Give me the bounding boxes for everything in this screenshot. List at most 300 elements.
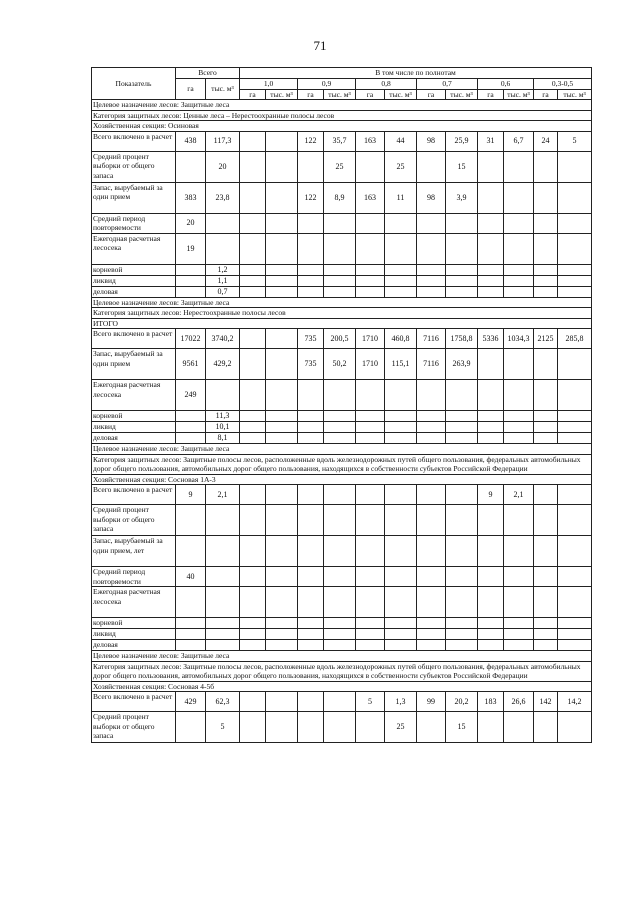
table-cell: 8,1 bbox=[206, 433, 240, 444]
table-row bbox=[92, 505, 592, 536]
table-cell bbox=[324, 692, 356, 712]
table-cell bbox=[504, 349, 534, 380]
table-cell bbox=[240, 536, 266, 567]
table-cell: 163 bbox=[356, 182, 385, 213]
row-label: деловая bbox=[92, 286, 176, 297]
row-label: Запас, вырубаемый за один прием bbox=[92, 349, 176, 380]
table-cell bbox=[298, 275, 324, 286]
section-row bbox=[92, 651, 592, 662]
table-cell: 438 bbox=[176, 131, 206, 151]
table-cell bbox=[240, 505, 266, 536]
table-cell bbox=[240, 349, 266, 380]
table-cell bbox=[356, 411, 385, 422]
table-cell bbox=[478, 275, 504, 286]
table-cell bbox=[558, 213, 592, 233]
table-cell bbox=[240, 131, 266, 151]
table-cell: 2125 bbox=[534, 329, 558, 349]
table-cell bbox=[240, 485, 266, 505]
table-cell bbox=[534, 151, 558, 182]
table-cell: 735 bbox=[298, 329, 324, 349]
table-cell bbox=[324, 233, 356, 264]
table-cell bbox=[176, 536, 206, 567]
table-cell bbox=[266, 712, 298, 743]
table-cell bbox=[446, 505, 478, 536]
table-cell: 249 bbox=[176, 380, 206, 411]
table-row bbox=[92, 329, 592, 349]
table-cell bbox=[356, 264, 385, 275]
section-row bbox=[92, 100, 592, 111]
section-heading: Целевое назначение лесов: Защитные леса bbox=[92, 651, 592, 662]
table-cell bbox=[356, 275, 385, 286]
table-cell bbox=[478, 536, 504, 567]
table-cell bbox=[385, 286, 417, 297]
table-cell bbox=[266, 485, 298, 505]
table-cell bbox=[478, 629, 504, 640]
table-cell bbox=[324, 536, 356, 567]
table-cell bbox=[266, 411, 298, 422]
table-cell bbox=[206, 567, 240, 587]
table-cell bbox=[356, 213, 385, 233]
table-cell bbox=[356, 286, 385, 297]
table-cell bbox=[298, 692, 324, 712]
table-cell bbox=[176, 151, 206, 182]
table-cell bbox=[206, 587, 240, 618]
table-cell: 40 bbox=[176, 567, 206, 587]
table-row bbox=[92, 131, 592, 151]
row-label: Всего включено в расчет bbox=[92, 131, 176, 151]
table-cell bbox=[266, 433, 298, 444]
table-cell: 3,9 bbox=[446, 182, 478, 213]
table-row bbox=[92, 286, 592, 297]
table-cell: 11 bbox=[385, 182, 417, 213]
table-cell: 25 bbox=[324, 151, 356, 182]
table-cell bbox=[324, 712, 356, 743]
table-cell bbox=[558, 618, 592, 629]
table-cell: 460,8 bbox=[385, 329, 417, 349]
table-cell: 15 bbox=[446, 151, 478, 182]
table-cell bbox=[176, 640, 206, 651]
table-cell bbox=[240, 567, 266, 587]
row-label: Ежегодная расчетная лесосека bbox=[92, 587, 176, 618]
table-cell bbox=[558, 151, 592, 182]
table-cell: 429 bbox=[176, 692, 206, 712]
row-label: корневой bbox=[92, 411, 176, 422]
table-cell bbox=[478, 640, 504, 651]
table-cell bbox=[206, 233, 240, 264]
table-cell bbox=[176, 264, 206, 275]
table-cell bbox=[385, 264, 417, 275]
table-cell bbox=[478, 618, 504, 629]
table-cell bbox=[534, 233, 558, 264]
table-cell: 50,2 bbox=[324, 349, 356, 380]
table-row bbox=[92, 536, 592, 567]
table-cell bbox=[298, 587, 324, 618]
table-cell: 24 bbox=[534, 131, 558, 151]
header-indicator: Показатель bbox=[92, 68, 176, 100]
table-cell bbox=[266, 213, 298, 233]
row-label: ликвид bbox=[92, 422, 176, 433]
table-cell: 17022 bbox=[176, 329, 206, 349]
table-cell bbox=[478, 182, 504, 213]
table-cell bbox=[417, 567, 446, 587]
table-cell bbox=[417, 286, 446, 297]
section-heading: ИТОГО bbox=[92, 318, 592, 329]
table-cell bbox=[504, 567, 534, 587]
table-cell bbox=[558, 422, 592, 433]
header-by-density: В том числе по полнотам bbox=[240, 68, 592, 79]
table-cell bbox=[504, 505, 534, 536]
table-cell bbox=[417, 536, 446, 567]
table-row bbox=[92, 349, 592, 380]
header-density-ha: га bbox=[356, 89, 385, 100]
table-cell: 20,2 bbox=[446, 692, 478, 712]
table-cell bbox=[176, 629, 206, 640]
section-heading: Категория защитных лесов: Защитные полосы лесов, расположенные вдоль железнодорожных путей общего пользования, федеральных автомобильных дорог общего пользования, автомобильных дорог общего пользования, находящихся в собственности субъектов Российской Федерации bbox=[92, 661, 592, 681]
table-cell bbox=[385, 433, 417, 444]
table-cell bbox=[417, 380, 446, 411]
table-cell bbox=[446, 567, 478, 587]
table-cell bbox=[176, 587, 206, 618]
table-cell bbox=[534, 433, 558, 444]
section-row bbox=[92, 297, 592, 308]
section-row bbox=[92, 474, 592, 485]
table-cell: 44 bbox=[385, 131, 417, 151]
table-cell bbox=[385, 411, 417, 422]
table-cell bbox=[266, 182, 298, 213]
header-density-volume: тыс. м³ bbox=[558, 89, 592, 100]
table-cell bbox=[446, 485, 478, 505]
table-cell: 9 bbox=[176, 485, 206, 505]
table-cell bbox=[298, 286, 324, 297]
table-cell bbox=[534, 536, 558, 567]
table-cell bbox=[266, 275, 298, 286]
row-label: деловая bbox=[92, 433, 176, 444]
table-cell: 98 bbox=[417, 131, 446, 151]
table-cell bbox=[446, 618, 478, 629]
table-cell bbox=[176, 422, 206, 433]
table-cell bbox=[558, 629, 592, 640]
table-cell bbox=[417, 275, 446, 286]
table-cell bbox=[206, 640, 240, 651]
row-label: Средний процент выборки от общего запаса bbox=[92, 505, 176, 536]
table-cell bbox=[446, 629, 478, 640]
table-cell bbox=[478, 505, 504, 536]
table-row bbox=[92, 411, 592, 422]
table-cell bbox=[504, 286, 534, 297]
table-row bbox=[92, 264, 592, 275]
table-cell bbox=[504, 433, 534, 444]
table-cell: 263,9 bbox=[446, 349, 478, 380]
table-cell: 23,8 bbox=[206, 182, 240, 213]
table-cell: 14,2 bbox=[558, 692, 592, 712]
table-cell bbox=[385, 275, 417, 286]
calculation-table-container bbox=[91, 67, 591, 743]
table-cell bbox=[558, 640, 592, 651]
header-total-volume: тыс. м³ bbox=[206, 79, 240, 100]
table-cell bbox=[356, 151, 385, 182]
page-number: 71 bbox=[313, 38, 327, 53]
cutting-area-table bbox=[91, 67, 592, 743]
table-cell bbox=[504, 275, 534, 286]
table-cell bbox=[446, 640, 478, 651]
table-cell bbox=[417, 618, 446, 629]
table-cell: 20 bbox=[206, 151, 240, 182]
table-cell bbox=[558, 264, 592, 275]
table-cell bbox=[356, 505, 385, 536]
table-cell bbox=[417, 213, 446, 233]
table-cell: 26,6 bbox=[504, 692, 534, 712]
row-label: Средний период повторяемости bbox=[92, 213, 176, 233]
table-cell bbox=[298, 536, 324, 567]
table-cell: 20 bbox=[176, 213, 206, 233]
header-density-ha: га bbox=[298, 89, 324, 100]
table-cell: 3740,2 bbox=[206, 329, 240, 349]
table-cell: 25 bbox=[385, 712, 417, 743]
row-label: Всего включено в расчет bbox=[92, 329, 176, 349]
section-heading: Хозяйственная секция: Осиновая bbox=[92, 121, 592, 132]
header-density-ha: га bbox=[534, 89, 558, 100]
table-cell bbox=[534, 587, 558, 618]
table-cell bbox=[240, 692, 266, 712]
section-row bbox=[92, 681, 592, 692]
table-cell: 7116 bbox=[417, 349, 446, 380]
table-cell bbox=[534, 422, 558, 433]
table-cell bbox=[504, 587, 534, 618]
table-cell bbox=[324, 411, 356, 422]
table-cell bbox=[534, 182, 558, 213]
table-cell bbox=[266, 422, 298, 433]
section-row bbox=[92, 444, 592, 455]
table-row bbox=[92, 233, 592, 264]
table-row bbox=[92, 618, 592, 629]
section-heading: Целевое назначение лесов: Защитные леса bbox=[92, 297, 592, 308]
table-row bbox=[92, 433, 592, 444]
table-cell bbox=[417, 233, 446, 264]
table-cell: 25 bbox=[385, 151, 417, 182]
table-cell bbox=[266, 380, 298, 411]
table-cell: 10,1 bbox=[206, 422, 240, 433]
table-cell bbox=[478, 422, 504, 433]
table-cell bbox=[504, 182, 534, 213]
table-cell bbox=[385, 536, 417, 567]
table-cell bbox=[298, 618, 324, 629]
table-cell bbox=[240, 422, 266, 433]
table-cell bbox=[240, 411, 266, 422]
section-heading: Хозяйственная секция: Сосновая 4-5б bbox=[92, 681, 592, 692]
table-cell bbox=[558, 275, 592, 286]
table-cell bbox=[446, 233, 478, 264]
table-cell bbox=[240, 587, 266, 618]
table-row bbox=[92, 380, 592, 411]
table-cell bbox=[266, 286, 298, 297]
table-cell bbox=[558, 712, 592, 743]
table-cell bbox=[504, 629, 534, 640]
table-cell bbox=[385, 422, 417, 433]
table-row bbox=[92, 485, 592, 505]
table-cell bbox=[324, 380, 356, 411]
section-heading: Категория защитных лесов: Защитные полосы лесов, расположенные вдоль железнодорожных путей общего пользования, федеральных автомобильных дорог общего пользования, автомобильных дорог общего пользования, находящихся в собственности субъектов Российской Федерации bbox=[92, 454, 592, 474]
table-cell bbox=[240, 275, 266, 286]
table-cell bbox=[417, 485, 446, 505]
table-cell: 5 bbox=[356, 692, 385, 712]
table-cell bbox=[504, 712, 534, 743]
table-cell bbox=[240, 286, 266, 297]
table-cell bbox=[240, 640, 266, 651]
section-row bbox=[92, 308, 592, 319]
header-density-volume: тыс. м³ bbox=[266, 89, 298, 100]
table-cell: 183 bbox=[478, 692, 504, 712]
row-label: деловая bbox=[92, 640, 176, 651]
table-row bbox=[92, 151, 592, 182]
table-cell bbox=[504, 264, 534, 275]
table-cell bbox=[446, 587, 478, 618]
table-cell bbox=[446, 422, 478, 433]
table-cell bbox=[558, 182, 592, 213]
table-cell bbox=[534, 286, 558, 297]
table-cell bbox=[356, 618, 385, 629]
table-cell bbox=[266, 692, 298, 712]
table-cell bbox=[478, 213, 504, 233]
table-cell bbox=[385, 505, 417, 536]
table-cell bbox=[298, 264, 324, 275]
table-cell bbox=[534, 264, 558, 275]
table-cell: 15 bbox=[446, 712, 478, 743]
table-cell bbox=[266, 151, 298, 182]
table-cell bbox=[176, 275, 206, 286]
table-row bbox=[92, 629, 592, 640]
table-cell: 98 bbox=[417, 182, 446, 213]
table-cell bbox=[324, 433, 356, 444]
table-cell bbox=[176, 411, 206, 422]
table-cell: 1758,8 bbox=[446, 329, 478, 349]
table-cell bbox=[558, 349, 592, 380]
table-cell bbox=[240, 629, 266, 640]
table-cell bbox=[298, 380, 324, 411]
table-cell: 5336 bbox=[478, 329, 504, 349]
table-cell bbox=[324, 587, 356, 618]
table-cell bbox=[446, 286, 478, 297]
table-cell bbox=[240, 712, 266, 743]
table-cell: 99 bbox=[417, 692, 446, 712]
row-label: корневой bbox=[92, 264, 176, 275]
row-label: Ежегодная расчетная лесосека bbox=[92, 233, 176, 264]
table-cell bbox=[478, 411, 504, 422]
table-cell bbox=[266, 131, 298, 151]
table-cell bbox=[558, 505, 592, 536]
table-cell bbox=[478, 151, 504, 182]
table-cell bbox=[356, 567, 385, 587]
table-cell bbox=[356, 629, 385, 640]
table-cell bbox=[385, 485, 417, 505]
table-cell bbox=[356, 233, 385, 264]
table-cell bbox=[356, 422, 385, 433]
header-density-ha: га bbox=[240, 89, 266, 100]
table-cell bbox=[385, 233, 417, 264]
table-cell: 1,3 bbox=[385, 692, 417, 712]
table-cell bbox=[534, 380, 558, 411]
table-row bbox=[92, 275, 592, 286]
table-cell bbox=[385, 640, 417, 651]
table-cell bbox=[504, 151, 534, 182]
table-cell bbox=[478, 587, 504, 618]
table-cell bbox=[504, 640, 534, 651]
header-density-ha: га bbox=[417, 89, 446, 100]
table-cell bbox=[206, 505, 240, 536]
table-cell bbox=[558, 587, 592, 618]
table-cell bbox=[558, 536, 592, 567]
table-cell bbox=[324, 264, 356, 275]
table-cell bbox=[266, 329, 298, 349]
table-cell bbox=[558, 485, 592, 505]
section-row bbox=[92, 121, 592, 132]
header-density-3: 0,7 bbox=[417, 79, 478, 90]
row-label: Средний период повторяемости bbox=[92, 567, 176, 587]
section-heading: Хозяйственная секция: Сосновая 1А-3 bbox=[92, 474, 592, 485]
table-cell bbox=[176, 433, 206, 444]
table-cell: 429,2 bbox=[206, 349, 240, 380]
table-cell: 11,3 bbox=[206, 411, 240, 422]
table-cell bbox=[356, 587, 385, 618]
table-cell bbox=[266, 629, 298, 640]
table-cell bbox=[417, 411, 446, 422]
table-cell bbox=[298, 151, 324, 182]
table-cell: 1034,3 bbox=[504, 329, 534, 349]
table-cell bbox=[266, 618, 298, 629]
table-cell bbox=[558, 411, 592, 422]
header-density-volume: тыс. м³ bbox=[446, 89, 478, 100]
table-cell: 62,3 bbox=[206, 692, 240, 712]
row-label: корневой bbox=[92, 618, 176, 629]
table-cell bbox=[385, 587, 417, 618]
table-cell bbox=[534, 485, 558, 505]
table-cell bbox=[206, 629, 240, 640]
table-cell bbox=[504, 380, 534, 411]
table-cell: 200,5 bbox=[324, 329, 356, 349]
table-cell bbox=[478, 567, 504, 587]
table-cell: 1710 bbox=[356, 349, 385, 380]
table-cell bbox=[298, 485, 324, 505]
table-row bbox=[92, 182, 592, 213]
table-cell bbox=[240, 618, 266, 629]
table-cell bbox=[176, 618, 206, 629]
table-cell bbox=[504, 422, 534, 433]
table-cell bbox=[534, 349, 558, 380]
table-cell bbox=[324, 567, 356, 587]
table-cell: 9561 bbox=[176, 349, 206, 380]
table-cell bbox=[266, 349, 298, 380]
header-density-volume: тыс. м³ bbox=[504, 89, 534, 100]
table-cell bbox=[324, 275, 356, 286]
table-cell bbox=[176, 286, 206, 297]
table-body bbox=[92, 100, 592, 743]
table-cell bbox=[478, 233, 504, 264]
table-cell bbox=[324, 422, 356, 433]
table-cell bbox=[534, 567, 558, 587]
table-row bbox=[92, 712, 592, 743]
row-label: Запас, вырубаемый за один прием bbox=[92, 182, 176, 213]
row-label: Средний процент выборки от общего запаса bbox=[92, 712, 176, 743]
table-cell: 142 bbox=[534, 692, 558, 712]
row-label: Запас, вырубаемый за один прием, лет bbox=[92, 536, 176, 567]
table-cell bbox=[324, 485, 356, 505]
table-cell: 2,1 bbox=[504, 485, 534, 505]
section-row bbox=[92, 454, 592, 474]
table-cell: 19 bbox=[176, 233, 206, 264]
table-cell: 1,2 bbox=[206, 264, 240, 275]
table-cell bbox=[298, 640, 324, 651]
table-cell bbox=[298, 505, 324, 536]
section-heading: Целевое назначение лесов: Защитные леса bbox=[92, 100, 592, 111]
